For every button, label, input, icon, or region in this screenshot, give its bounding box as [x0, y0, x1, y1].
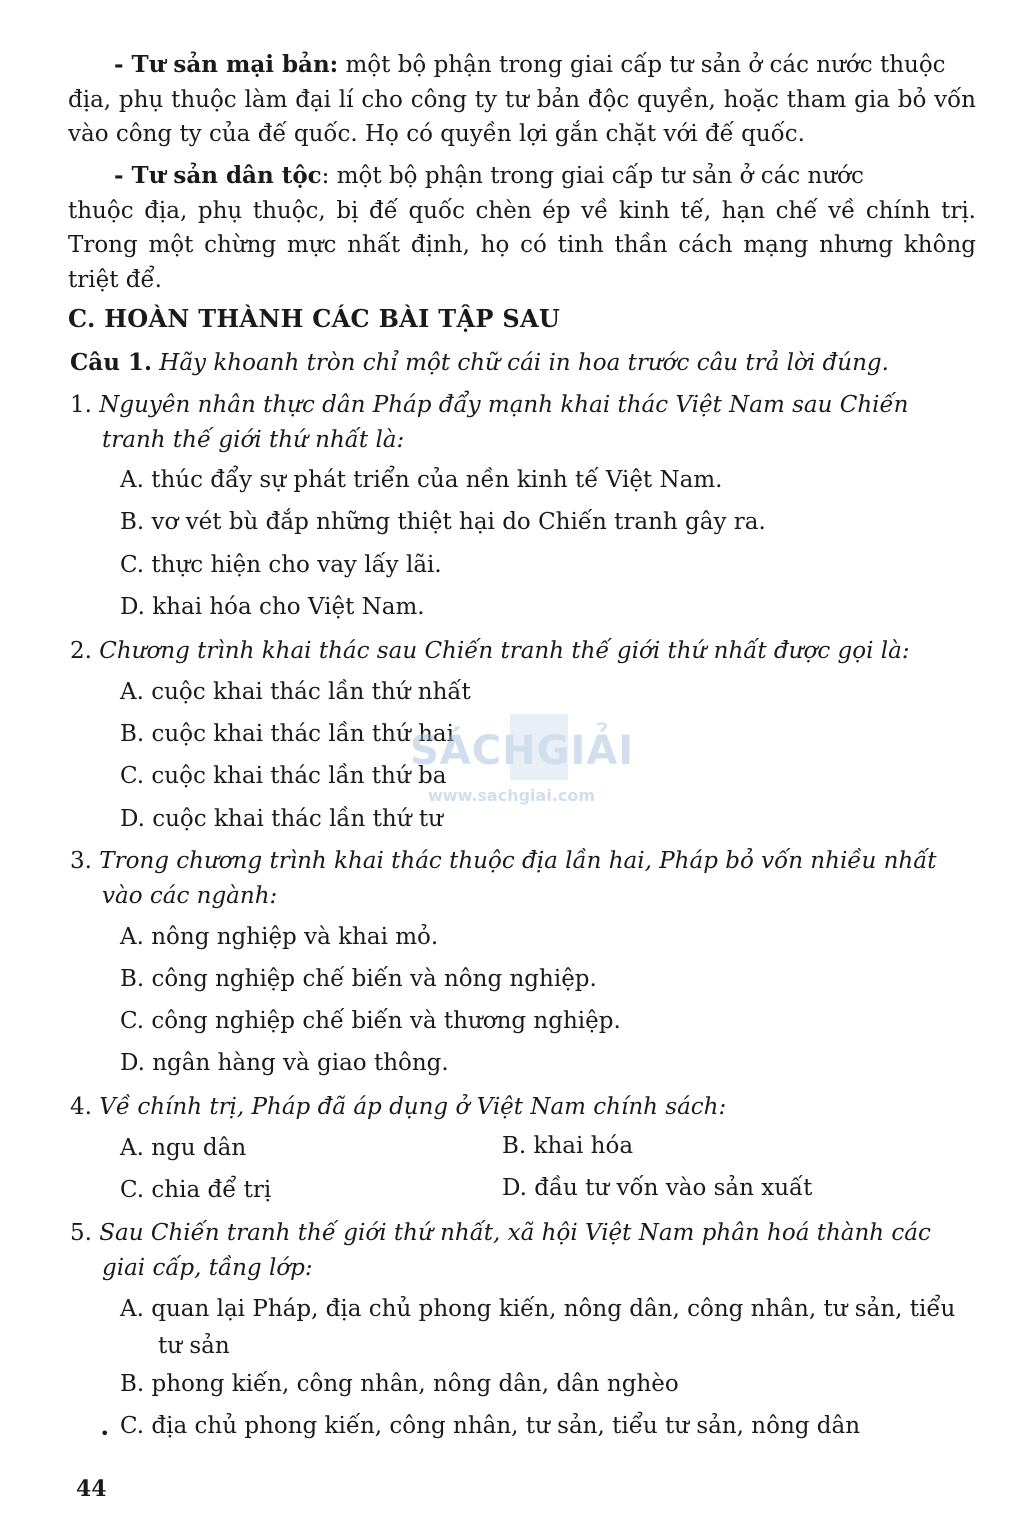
paragraph-tu-san-dan-toc [68, 159, 976, 297]
option-4a[interactable]: A. ngu dân [120, 1135, 247, 1161]
option-1c[interactable]: C. thực hiện cho vay lấy lãi. [120, 552, 442, 578]
option-2b[interactable]: B. cuộc khai thác lần thứ hai [120, 721, 454, 747]
question-text: Về chính trị, Pháp đã áp dụng ở Việt Nam chính sách: [99, 1094, 727, 1120]
question-text: Trong chương trình khai thác thuộc địa lần hai, Pháp bỏ vốn nhiều nhất [99, 848, 937, 874]
term-tu-san-mai-ban: - Tư sản mại bản: [114, 51, 339, 78]
option-5b[interactable]: B. phong kiến, công nhân, nông dân, dân nghèo [120, 1371, 679, 1397]
question-text: Sau Chiến tranh thế giới thứ nhất, xã hội Việt Nam phân hoá thành các [99, 1220, 931, 1246]
option-5a[interactable] [120, 1291, 982, 1365]
option-1b[interactable]: B. vơ vét bù đắp những thiệt hại do Chiến tranh gây ra. [120, 509, 766, 535]
watermark-brand-right: GIẢI [536, 728, 635, 774]
cau1-instruction [70, 349, 889, 376]
option-4c[interactable]: C. chia để trị [120, 1177, 272, 1203]
watermark-url: www.sachgiai.com [428, 786, 596, 805]
option-5a-line1: A. quan lại Pháp, địa chủ phong kiến, nông dân, công nhân, tư sản, tiểu [120, 1296, 956, 1322]
cau1-text: Hãy khoanh tròn chỉ một chữ cái in hoa trước câu trả lời đúng. [159, 350, 889, 376]
question-text: tranh thế giới thứ nhất là: [102, 427, 405, 453]
cau1-label: Câu 1. [70, 349, 152, 376]
question-4 [70, 1090, 980, 1125]
question-text: vào các ngành: [102, 883, 278, 909]
watermark-brand-left: SÁCH [410, 728, 537, 774]
question-number: 5. [70, 1220, 92, 1246]
definition-text: địa, phụ thuộc làm đại lí cho công ty tư bản độc quyền, hoặc tham gia bỏ vốn vào công ty của đế quốc. Họ có quyền lợi gắn chặt với đế quốc. [68, 86, 976, 147]
page-number: 44 [76, 1476, 107, 1502]
definition-text: thuộc địa, phụ thuộc, bị đế quốc chèn ép về kinh tế, hạn chế về chính trị. Trong một chừng mực nhất định, họ có tinh thần cách mạng nhưng không triệt để. [68, 197, 976, 293]
option-3c[interactable]: C. công nghiệp chế biến và thương nghiệp. [120, 1008, 621, 1034]
question-5 [70, 1216, 980, 1286]
question-number: 1. [70, 392, 92, 418]
question-number: 2. [70, 638, 92, 664]
option-5c[interactable]: C. địa chủ phong kiến, công nhân, tư sản, tiểu tư sản, nông dân [120, 1413, 861, 1439]
definition-line: : một bộ phận trong giai cấp tư sản ở các nước [321, 163, 864, 189]
watermark-brand [410, 728, 634, 774]
paragraph-tu-san-mai-ban [68, 48, 976, 152]
option-4d[interactable]: D. đầu tư vốn vào sản xuất [502, 1175, 813, 1201]
section-heading: C. HOÀN THÀNH CÁC BÀI TẬP SAU [68, 304, 561, 333]
question-1 [70, 388, 980, 458]
question-2 [70, 634, 980, 669]
question-number: 3. [70, 848, 92, 874]
question-text: Nguyên nhân thực dân Pháp đẩy mạnh khai thác Việt Nam sau Chiến [99, 392, 909, 418]
bullet-dot-icon: • [100, 1424, 110, 1443]
question-number: 4. [70, 1094, 92, 1120]
option-1d[interactable]: D. khai hóa cho Việt Nam. [120, 594, 425, 620]
option-4b[interactable]: B. khai hóa [502, 1133, 634, 1159]
term-tu-san-dan-toc: - Tư sản dân tộc [114, 162, 322, 189]
definition-line: một bộ phận trong giai cấp tư sản ở các nước thuộc [338, 52, 946, 78]
option-3b[interactable]: B. công nghiệp chế biến và nông nghiệp. [120, 966, 597, 992]
watermark [410, 714, 635, 814]
question-3 [70, 844, 980, 914]
option-5a-line2: tư sản [158, 1333, 230, 1359]
option-1a[interactable]: A. thúc đẩy sự phát triển của nền kinh tế Việt Nam. [120, 467, 723, 493]
option-3d[interactable]: D. ngân hàng và giao thông. [120, 1050, 449, 1076]
option-3a[interactable]: A. nông nghiệp và khai mỏ. [120, 924, 439, 950]
question-text: giai cấp, tầng lớp: [102, 1255, 313, 1281]
option-2a[interactable]: A. cuộc khai thác lần thứ nhất [120, 679, 471, 705]
question-text: Chương trình khai thác sau Chiến tranh thế giới thứ nhất được gọi là: [99, 638, 910, 664]
option-2d[interactable]: D. cuộc khai thác lần thứ tư [120, 806, 443, 832]
option-2c[interactable]: C. cuộc khai thác lần thứ ba [120, 763, 447, 789]
